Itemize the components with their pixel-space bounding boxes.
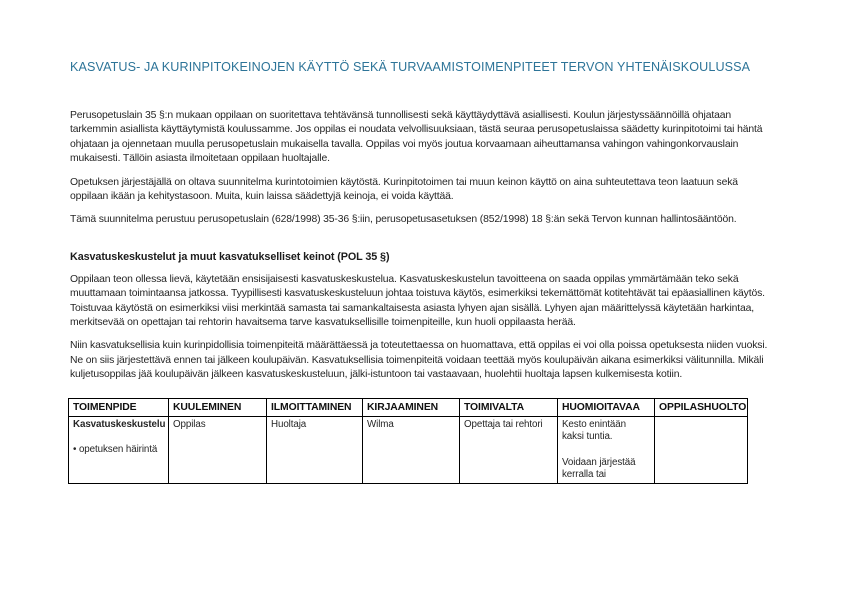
cell-oppilashuolto: [655, 416, 748, 484]
document-title: KASVATUS- JA KURINPITOKEINOJEN KÄYTTÖ SEKÄ TURVAAMISTOIMENPITEET TERVON YHTENÄISKOULUSSA: [70, 60, 751, 74]
table-header-oppilashuolto: OPPILASHUOLTO: [655, 398, 748, 416]
huomioitavaa-note-2: Voidaan järjestää kerralla tai: [562, 456, 636, 480]
toimenpide-name: Kasvatuskeskustelu: [73, 418, 166, 430]
cell-huomioitavaa: [558, 416, 655, 484]
table-header-row: [69, 398, 748, 416]
paragraph-suunnitelman-perusta: Tämä suunnitelma perustuu perusopetuslain (628/1998) 35-36 §:iin, perusopetusasetuksen (852/1998) 18 §:än sekä Tervon kunnan hallintosääntöön.: [70, 214, 737, 226]
table-header-ilmoittaminen: ILMOITTAMINEN: [267, 398, 363, 416]
table-row-kasvatuskeskustelu: [69, 416, 748, 484]
toimenpide-table: [68, 398, 748, 485]
table-header-kirjaaminen: KIRJAAMINEN: [363, 398, 460, 416]
section-heading-kasvatuskeskustelut: Kasvatuskeskustelut ja muut kasvatukselliset keinot (POL 35 §): [70, 250, 390, 263]
huomioitavaa-note-1: Kesto enintään kaksi tuntia.: [562, 418, 626, 443]
cell-kuuleminen: Oppilas: [169, 416, 267, 484]
table-header-kuuleminen: KUULEMINEN: [169, 398, 267, 416]
paragraph-kasvatuskeskustelu-kuvaus: Oppilaan teon ollessa lievä, käytetään ensisijaisesti kasvatuskeskustelua. Kasvatuskeskustelun tavoitteena on saada oppilas ymmärtämään teko sekä muuttamaan toimintaansa jatkossa. Tyypillisesti kasvatuskeskusteluun johtaa toistuva käytös, esimerkiksi tekemättömät kotitehtävät tai epäasiallinen käytös. Toistuvaa käytöstä on esimerkiksi viisi merkintää samasta tai samankaltaisesta asiasta lyhyen ajan sisällä. Lyhyen ajan määrittelyssä käytetään harkintaa, merkitsevää on opettajan tai rehtorin havaitsema tarve kasvatuksellisille toimenpiteille, kun huoli oppilaasta herää.: [70, 273, 765, 329]
table-header-toimivalta: TOIMIVALTA: [460, 398, 558, 416]
table-header-huomioitavaa: HUOMIOITAVAA: [558, 398, 655, 416]
cell-ilmoittaminen: Huoltaja: [267, 416, 363, 484]
cell-kirjaaminen: Wilma: [363, 416, 460, 484]
paragraph-toimenpiteiden-jarjestaminen: Niin kasvatuksellisia kuin kurinpidollisia toimenpiteitä määrättäessä ja toteutettaessa on huomattava, että oppilas ei voi olla poissa opetuksesta niiden vuoksi. Ne on siis järjestettävä ennen tai jälkeen koulupäivän. Kasvatuksellisia toimenpiteitä voidaan teettää myös koulupäivän aikana esimerkiksi välitunnilla. Mikäli kuljetusoppilas jää koulupäivän jälkeen kasvatuskeskusteluun, jälki-istuntoon tai vastaavaan, huolehtii huoltaja lapsen kulkemisesta kotiin.: [70, 340, 768, 381]
paragraph-perusopetuslaki: Perusopetuslain 35 §:n mukaan oppilaan on suoritettava tehtävänsä tunnollisesti sekä käyttäydyttävä asiallisesti. Koulun järjestyssäännöillä ohjataan tarkemmin asiallista käyttäytymistä koulussamme. Jos oppilas ei noudata velvollisuuksiaan, tästä seuraa perusopetuslaissa säädetty kurinpitotoimi tai häntä ohjataan ja ojennetaan muulla perusopetuslain mukaisella tavalla. Oppilas voi myös joutua korvaamaan aiheuttamansa vahingon vahingonkorvauslain mukaisesti. Tällöin asiasta ilmoitetaan oppilaan huoltajalle.: [70, 110, 763, 165]
cell-toimivalta: Opettaja tai rehtori: [460, 416, 558, 484]
document-content: [70, 59, 773, 484]
toimenpide-list-item: • opetuksen häirintä: [73, 444, 158, 456]
table-header-toimenpide: TOIMENPIDE: [69, 398, 169, 416]
cell-toimenpide: [69, 416, 169, 484]
paragraph-suunnitelma-kurintotoimet: Opetuksen järjestäjällä on oltava suunnitelma kurintotoimien käytöstä. Kurinpitotoimen tai muun keinon käyttö on aina suhteutettava teon laatuun sekä oppilaan ikään ja kehitystasoon. Muita, kuin laissa säädettyjä keinoja, ei voida käyttää.: [70, 176, 738, 203]
